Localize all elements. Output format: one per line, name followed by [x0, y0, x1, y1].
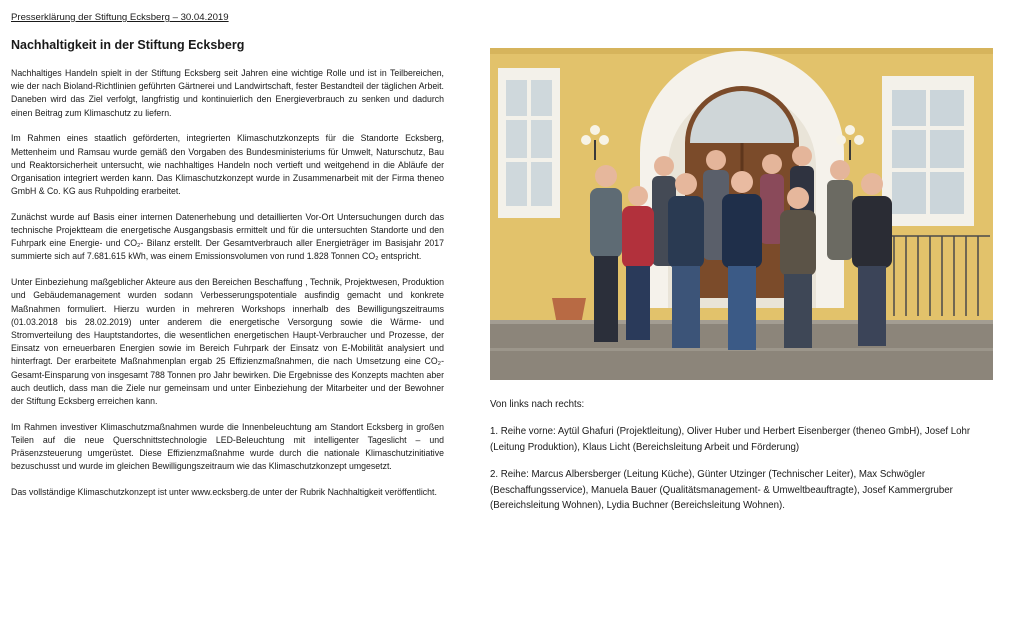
press-release-text [11, 12, 444, 512]
caption-row-1: 1. Reihe vorne: Aytül Ghafuri (Projektleitung), Oliver Huber und Herbert Eisenberger (theneo GmbH), Josef Lohr (Leitung Produktion), Klaus Licht (Bereichsleitung Arbeit und Förderung) [490, 426, 971, 453]
photo-column [490, 48, 993, 526]
press-release-header: Presserklärung der Stiftung Ecksberg – 30.04.2019 [11, 12, 229, 23]
group-photo [490, 48, 993, 380]
paragraph-3: Zunächst wurde auf Basis einer internen Datenerhebung und detaillierten Vor-Ort Untersuchungen durch das technische Projektteam die energetische Ausgangsbasis ermittelt und für die untersuchten Standorte und den Fuhrpark eine Energie- und CO₂- Bilanz erstellt. Der Gesamtverbrauch aller Energieträger im Basisjahr 2017 summierte sich auf 7.681.615 kWh, was einem Emissionsvolumen von rund 1.828 Tonnen CO₂ entspricht. [11, 211, 444, 262]
article-title: Nachhaltigkeit in der Stiftung Ecksberg [11, 38, 245, 52]
photo-caption [490, 398, 993, 514]
paragraph-5: Im Rahmen investiver Klimaschutzmaßnahmen wurde die Innenbeleuchtung am Standort Ecksberg in großen Teilen auf die neue Querschnittstechnologie LED-Beleuchtung mit intelligenter Tageslicht – und Präsenzsteuerung umgerüstet. Diese Effizienzmaßnahme wurde durch die nationale Klimaschutzinitiative bezuschusst und wurde im gleichen Bewilligungszeitraum wie das Klimaschutzkonzept umgesetzt. [11, 421, 444, 472]
paragraph-1: Nachhaltiges Handeln spielt in der Stiftung Ecksberg seit Jahren eine wichtige Rolle und ist in Teilbereichen, wie der nach Bioland-Richtlinien geführten Gärtnerei und Landwirtschaft, fester Bestandteil der täglichen Arbeit. Daneben wird das Ziel verfolgt, langfristig und kontinuierlich den Energieverbrauch zu senken und dadurch einen Beitrag zum Klimaschutz zu liefern. [11, 68, 444, 118]
window-left [498, 68, 560, 218]
window-right [882, 76, 974, 226]
caption-heading: Von links nach rechts: [490, 399, 585, 410]
caption-row-2: 2. Reihe: Marcus Albersberger (Leitung Küche), Günter Utzinger (Technischer Leiter), Max Schwögler (Beschaffungsservice), Manuela Bauer (Qualitätsmanagement- & Umweltbeauftragte), Josef Kammergruber (Bereichsleitung Wohnen), Lydia Buchner (Bereichsleitung Wohnen). [490, 469, 953, 511]
paragraph-6: Das vollständige Klimaschutzkonzept ist unter www.ecksberg.de unter der Rubrik Nachhaltigkeit veröffentlicht. [11, 486, 437, 497]
paragraph-2: Im Rahmen eines staatlich geförderten, integrierten Klimaschutzkonzepts für die Standorte Ecksberg, Mettenheim und Ramsau wurde gemäß den Vorgaben des Bundesministeriums für Umwelt, Naturschutz, Bau und Reaktorsicherheit untersucht, wie nachhaltiges Handeln noch vertieft und weitgehend in die Abläufe der Organisation integriert werden kann. Das Klimaschutzkonzept wurde in Zusammenarbeit mit der Firma theneo GmbH & Co. KG aus Ruhpolding erarbeitet. [11, 133, 444, 197]
paragraph-4: Unter Einbeziehung maßgeblicher Akteure aus den Bereichen Beschaffung , Technik, Projektwesen, Produktion und Gebäudemanagement wurden sodann Verbesserungspotentiale ausfindig gemacht und konkrete Maßnahmen formuliert. Hierzu wurden in mehreren Workshops innerhalb des Bewilligungszeitraums (01.03.2018 bis 28.02.2019) unter anderem die energetische Versorgung sowie die Wärme- und Stromverteilung des Hauptstandortes, die wesentlichen energetischen Haupt-Verbraucher und Prozesse, der Einsatz von erneuerbaren Energien sowie im Bereich Fuhrpark der Einsatz von E-Mobilität analysiert und hinterfragt. Der erarbeitete Maßnahmenplan ergab 25 Effizienzmaßnahmen, die nach Umsetzung eine CO₂-Gesamt-Einsparung von insgesamt 788 Tonnen pro Jahr bewirken. Die Ergebnisse des Konzepts machten aber auch deutlich, dass man die Ziele nur gemeinsam und unter Einbeziehung der Mitarbeiter und der Bewohner der Stiftung Ecksberg erreichen kann. [11, 277, 444, 406]
